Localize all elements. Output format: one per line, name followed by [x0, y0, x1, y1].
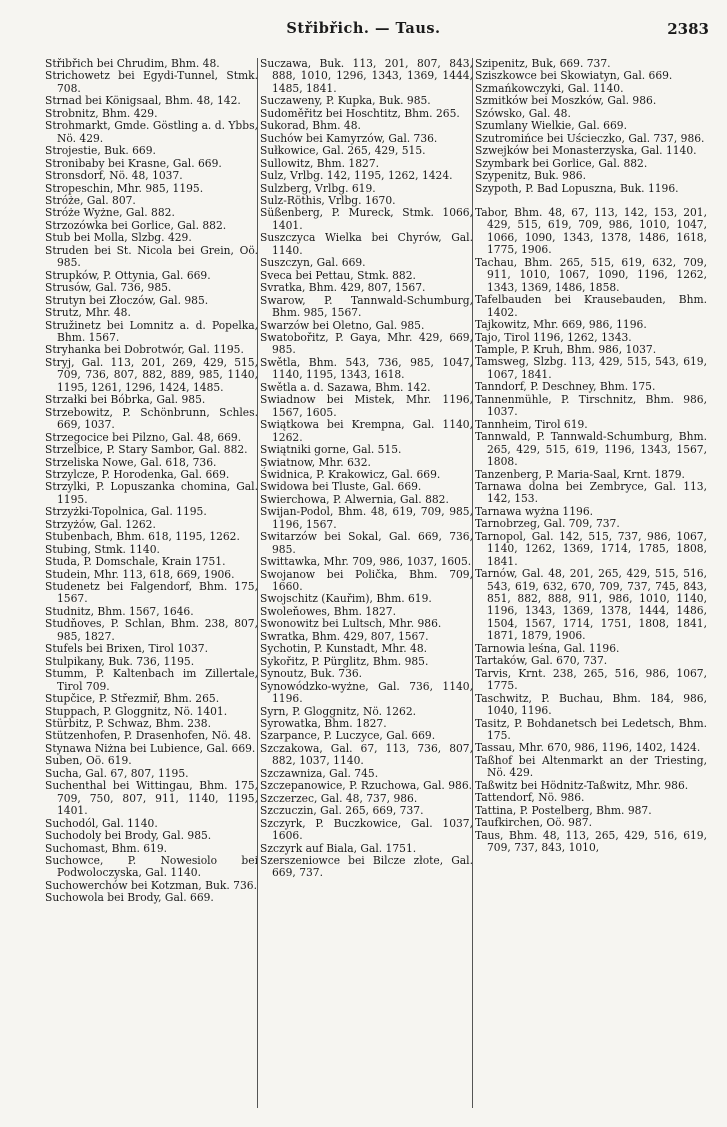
- directory-entry: Tarnawa dolna bei Zembryce, Gal. 113, 142, 153.: [475, 479, 707, 506]
- directory-entry: Tachau, Bhm. 265, 515, 619, 632, 709, 911, 1010, 1067, 1090, 1196, 1262, 1343, 1369, 1486, 1858.: [475, 255, 707, 294]
- directory-entry: Szypenitz, Buk. 986.: [475, 169, 586, 183]
- directory-entry: Tattendorf, Nö. 986.: [475, 791, 585, 805]
- column-2: [260, 58, 473, 1114]
- directory-entry: Tarnawa wyżna 1196.: [475, 504, 594, 518]
- directory-entry: Syrn, P. Gloggnitz, Nö. 1262.: [260, 704, 417, 718]
- directory-entry: Tartaków, Gal. 670, 737.: [475, 654, 608, 668]
- directory-entry: Strichowetz bei Egydi-Tunnel, Stmk. 708.: [45, 69, 258, 95]
- directory-entry: Strojestie, Buk. 669.: [45, 144, 156, 158]
- directory-entry: Szczerzec, Gal. 48, 737, 986.: [260, 791, 418, 805]
- directory-entry: Suchomast, Bhm. 619.: [45, 841, 168, 855]
- directory-entry: Strzylki, P. Lopuszanka chomina, Gal. 1195.: [45, 480, 258, 506]
- directory-entry: Strutz, Mhr. 48.: [45, 306, 131, 320]
- directory-entry: Stynawa Niżna bei Lubience, Gal. 669.: [45, 741, 256, 755]
- column-1: [45, 58, 258, 1114]
- directory-entry: Szczyrk, P. Buczkowice, Gal. 1037, 1606.: [260, 816, 473, 843]
- directory-entry: Tafelbauden bei Krausebauden, Bhm. 1402.: [475, 293, 707, 319]
- directory-entry: Świdnica, P. Krakowicz, Gal. 669.: [260, 467, 441, 481]
- directory-entry: Szmańkowczyki, Gal. 1140.: [475, 81, 624, 95]
- directory-entry: Szypoth, P. Bad Lopuszna, Buk. 1196.: [475, 181, 679, 195]
- directory-entry: Szczuczin, Gal. 265, 669, 737.: [260, 804, 424, 818]
- directory-entry: Suszczyn, Gal. 669.: [260, 256, 366, 270]
- directory-entry: Suchowce, P. Nowesiolo bei Podwoloczyska, Gal. 1140.: [45, 854, 258, 880]
- directory-entry: Swarzów bei Oletno, Gal. 985.: [260, 318, 425, 332]
- directory-entry: Stumm, P. Kaltenbach im Zillertale, Tirol 709.: [45, 667, 258, 693]
- directory-entry: Taschwitz, P. Buchau, Bhm. 184, 986, 1040, 1196.: [475, 691, 707, 718]
- directory-entry: Suchodoly bei Brody, Gal. 985.: [45, 829, 212, 843]
- directory-entry: Studňoves, P. Schlan, Bhm. 238, 807, 985, 1827.: [45, 617, 258, 643]
- directory-entry: Svratka, Bhm. 429, 807, 1567.: [260, 281, 426, 295]
- directory-entry: Studenetz bei Falgendorf, Bhm. 175, 1567.: [45, 580, 258, 606]
- directory-entry: Sulz, Vrlbg. 142, 1195, 1262, 1424.: [260, 169, 453, 183]
- directory-entry: Tattina, P. Postelberg, Bhm. 987.: [475, 803, 652, 817]
- directory-entry: Swiadnow bei Mistek, Mhr. 1196, 1567, 1605.: [260, 393, 473, 419]
- directory-entry: Stützenhofen, P. Drasenhofen, Nö. 48.: [45, 729, 252, 743]
- directory-entry: Stufels bei Brixen, Tirol 1037.: [45, 642, 208, 656]
- directory-entry: Tamsweg, Slzbg. 113, 429, 515, 543, 619, 1067, 1841.: [475, 355, 707, 381]
- column-divider: [257, 58, 258, 1108]
- directory-entry: Tajo, Tirol 1196, 1262, 1343.: [475, 330, 632, 344]
- directory-entry: Swidowa bei Tluste, Gal. 669.: [260, 480, 422, 494]
- directory-entry: Strohmarkt, Gmde. Göstling a. d. Ybbs, Nö. 429.: [45, 119, 258, 145]
- directory-entry: Sychotin, P. Kunstadt, Mhr. 48.: [260, 642, 428, 656]
- directory-entry: Suchodól, Gal. 1140.: [45, 816, 158, 830]
- directory-entry: Suchów bei Kamyrzów, Gal. 736.: [260, 131, 438, 145]
- directory-entry: Szarpance, P. Luczyce, Gal. 669.: [260, 729, 436, 743]
- directory-entry: Suczaweny, P. Kupka, Buk. 985.: [260, 94, 431, 108]
- directory-entry: Tajkowitz, Mhr. 669, 986, 1196.: [475, 318, 647, 332]
- directory-entry: Sziszkowce bei Skowiatyn, Gal. 669.: [475, 69, 673, 83]
- page-number: 2383: [667, 20, 709, 38]
- directory-entry: Szwejków bei Monasterzyska, Gal. 1140.: [475, 144, 697, 158]
- directory-entry: Szmitków bei Moszków, Gal. 986.: [475, 94, 657, 108]
- directory-entry: Strzegocice bei Pilzno, Gal. 48, 669.: [45, 430, 242, 444]
- directory-entry: Swojanow bei Polička, Bhm. 709, 1660.: [260, 567, 473, 594]
- directory-entry: Tample, P. Kruh, Bhm. 986, 1037.: [475, 342, 657, 356]
- directory-entry: Stryj, Gal. 113, 201, 269, 429, 515, 709, 736, 807, 882, 889, 985, 1140, 1195, 1261, 1296, 1424, 1485.: [45, 355, 258, 394]
- directory-entry: Suczawa, Buk. 113, 201, 807, 843, 888, 1010, 1296, 1343, 1369, 1444, 1485, 1841.: [260, 58, 473, 95]
- directory-entry: Strzeliska Nowe, Gal. 618, 736.: [45, 455, 217, 469]
- page-header: [0, 20, 727, 44]
- directory-entry: Sukorad, Bhm. 48.: [260, 119, 361, 133]
- directory-entry: Synowódzko-wyżne, Gal. 736, 1140, 1196.: [260, 679, 473, 706]
- directory-entry: Szczawniza, Gal. 745.: [260, 766, 379, 780]
- directory-entry: Tannheim, Tirol 619.: [475, 417, 588, 431]
- directory-entry: Studein, Mhr. 113, 618, 669, 1906.: [45, 567, 235, 581]
- directory-entry: Szipenitz, Buk, 669. 737.: [475, 58, 611, 70]
- directory-entry: Swonowitz bei Lultsch, Mhr. 986.: [260, 617, 442, 631]
- directory-entry: Tasitz, P. Bohdanetsch bei Ledetsch, Bhm. 175.: [475, 716, 707, 743]
- directory-entry: Swatobořitz, P. Gaya, Mhr. 429, 669, 985.: [260, 330, 473, 357]
- directory-entry: Szczakowa, Gal. 67, 113, 736, 807, 882, 1037, 1140.: [260, 741, 473, 768]
- directory-entry: Synoutz, Buk. 736.: [260, 667, 363, 681]
- directory-entry: Tarnobrzeg, Gal. 709, 737.: [475, 517, 620, 531]
- directory-entry: Stubenbach, Bhm. 618, 1195, 1262.: [45, 530, 240, 544]
- entry-columns: [45, 58, 707, 1114]
- directory-entry: Szczepanowice, P. Rzuchowa, Gal. 986.: [260, 779, 473, 793]
- directory-entry: Szczyrk auf Biala, Gal. 1751.: [260, 841, 417, 855]
- directory-entry: Sykořitz, P. Pürglitz, Bhm. 985.: [260, 654, 429, 668]
- directory-entry: Swiatnow, Mhr. 632.: [260, 455, 371, 469]
- directory-entry: Tarvis, Krnt. 238, 265, 516, 986, 1067, 1775.: [475, 666, 707, 693]
- directory-entry: Swittawka, Mhr. 709, 986, 1037, 1605.: [260, 555, 472, 569]
- directory-entry: Swiątniki gorne, Gal. 515.: [260, 443, 402, 457]
- directory-entry: Tannwald, P. Tannwald-Schumburg, Bhm. 265, 429, 515, 619, 1196, 1343, 1567, 1808.: [475, 430, 707, 469]
- directory-entry: Szutromińce bei Uścieczko, Gal. 737, 986.: [475, 131, 705, 145]
- column-divider: [472, 58, 473, 1108]
- directory-entry: Stryhanka bei Dobrotwór, Gal. 1195.: [45, 343, 244, 357]
- directory-entry: Stronibaby bei Krasne, Gal. 669.: [45, 156, 222, 170]
- directory-entry: Suchowola bei Brody, Gal. 669.: [45, 891, 214, 905]
- directory-entry: Suben, Oö. 619.: [45, 754, 132, 768]
- directory-entry: Sulzberg, Vrlbg. 619.: [260, 181, 376, 195]
- directory-entry: Swětla, Bhm. 543, 736, 985, 1047, 1140, 1195, 1343, 1618.: [260, 355, 473, 382]
- directory-entry: Sułkowice, Gal. 265, 429, 515.: [260, 144, 426, 158]
- directory-entry: Strzylcze, P. Horodenka, Gal. 669.: [45, 467, 230, 481]
- directory-entry: Switarzów bei Sokal, Gal. 669, 736, 985.: [260, 530, 473, 556]
- directory-entry: Taßhof bei Altenmarkt an der Triesting, Nö. 429.: [475, 753, 707, 780]
- directory-entry: Tarnopol, Gal. 142, 515, 737, 986, 1067, 1140, 1262, 1369, 1714, 1785, 1808, 1841.: [475, 529, 707, 568]
- directory-entry: Stulpikany, Buk. 736, 1195.: [45, 654, 195, 668]
- directory-entry: Swojschitz (Kauřim), Bhm. 619.: [260, 592, 432, 606]
- directory-entry: Stub bei Molla, Slzbg. 429.: [45, 231, 192, 245]
- directory-entry: Szumlany Wielkie, Gal. 669.: [475, 119, 627, 133]
- directory-entry: Taufkirchen, Oö. 987.: [475, 816, 592, 830]
- column-3: [475, 58, 707, 1114]
- directory-entry: Strusów, Gal. 736, 985.: [45, 281, 172, 295]
- directory-entry: Tanndorf, P. Deschney, Bhm. 175.: [475, 380, 656, 394]
- directory-entry: Stubing, Stmk. 1140.: [45, 542, 160, 556]
- directory-entry: Strzebowitz, P. Schönbrunn, Schles. 669, 1037.: [45, 405, 258, 432]
- directory-entry: Swierchowa, P. Alwernia, Gal. 882.: [260, 492, 449, 506]
- directory-entry: Strobnitz, Bhm. 429.: [45, 106, 158, 120]
- directory-entry: Stróże Wyżne, Gal. 882.: [45, 206, 175, 220]
- directory-entry: Suchowerchów bei Kotzman, Buk. 736.: [45, 878, 257, 892]
- directory-entry: Swratka, Bhm. 429, 807, 1567.: [260, 629, 429, 643]
- directory-entry: Strzozówka bei Gorlice, Gal. 882.: [45, 218, 227, 232]
- directory-entry: Szówsko, Gal. 48.: [475, 106, 571, 120]
- directory-entry: Sudoměřitz bei Hoschtitz, Bhm. 265.: [260, 106, 460, 120]
- directory-entry: Strnad bei Königsaal, Bhm. 48, 142.: [45, 94, 241, 108]
- directory-entry: Stuppach, P. Gloggnitz, Nö. 1401.: [45, 704, 228, 718]
- directory-entry: Sulz-Röthis, Vrlbg. 1670.: [260, 193, 396, 207]
- directory-entry: Taßwitz bei Hödnitz-Taßwitz, Mhr. 986.: [475, 778, 689, 792]
- directory-entry: Stružinetz bei Lomnitz a. d. Popelka, Bhm. 1567.: [45, 318, 258, 344]
- directory-entry: Stropeschin, Mhr. 985, 1195.: [45, 181, 204, 195]
- directory-entry: Studnitz, Bhm. 1567, 1646.: [45, 604, 194, 618]
- directory-entry: Süßenberg, P. Mureck, Stmk. 1066, 1401.: [260, 206, 473, 232]
- directory-entry: Taus, Bhm. 48, 113, 265, 429, 516, 619, 709, 737, 843, 1010,: [475, 828, 707, 855]
- directory-entry: Sveca bei Pettau, Stmk. 882.: [260, 268, 416, 282]
- directory-entry: Strzałki bei Bóbrka, Gal. 985.: [45, 393, 206, 407]
- directory-entry: Stürbitz, P. Schwaz, Bhm. 238.: [45, 717, 212, 731]
- directory-entry: Swiątkowa bei Krempna, Gal. 1140, 1262.: [260, 418, 473, 444]
- directory-entry: Struden bei St. Nicola bei Grein, Oö. 985.: [45, 243, 258, 270]
- directory-entry: Swijan-Podol, Bhm. 48, 619, 709, 985, 1196, 1567.: [260, 505, 473, 531]
- directory-entry: Sullowitz, Bhm. 1827.: [260, 156, 380, 170]
- directory-entry: Strzyżki-Topolnica, Gal. 1195.: [45, 505, 207, 519]
- directory-entry: Tassau, Mhr. 670, 986, 1196, 1402, 1424.: [475, 741, 701, 755]
- directory-entry: Syrowatka, Bhm. 1827.: [260, 717, 387, 731]
- directory-entry: Střibřich bei Chrudim, Bhm. 48.: [45, 58, 220, 70]
- directory-entry: Tanzenberg, P. Maria-Saal, Krnt. 1879.: [475, 467, 685, 481]
- directory-entry: Tarnów, Gal. 48, 201, 265, 429, 515, 516, 543, 619, 632, 670, 709, 737, 745, 843, 851, 882, 888, 911, 986, 1010, 1140, 1196, 1343, 1369, 1378, 1444, 1486, 1504, 1567, 1714, 1751, 1808, 1841, 1871, 1879, 1906.: [475, 567, 707, 643]
- directory-entry: Strzyżów, Gal. 1262.: [45, 517, 156, 531]
- directory-entry: Stronsdorf, Nö. 48, 1037.: [45, 169, 183, 183]
- directory-entry: Swarow, P. Tannwald-Schumburg, Bhm. 985, 1567.: [260, 293, 473, 320]
- directory-entry: Strzelbice, P. Stary Sambor, Gal. 882.: [45, 443, 248, 457]
- directory-entry: Tannenmühle, P. Tirschnitz, Bhm. 986, 1037.: [475, 392, 707, 419]
- directory-entry: Strutyn bei Złoczów, Gal. 985.: [45, 293, 209, 307]
- directory-entry: Stróże, Gal. 807.: [45, 193, 136, 207]
- directory-entry: Szerszeniowce bei Bilcze złote, Gal. 669, 737.: [260, 854, 473, 880]
- directory-entry: Szymbark bei Gorlice, Gal. 882.: [475, 156, 648, 170]
- directory-entry: Suchenthal bei Wittingau, Bhm. 175, 709, 750, 807, 911, 1140, 1195, 1401.: [45, 779, 258, 818]
- directory-entry: Tabor, Bhm. 48, 67, 113, 142, 153, 201, 429, 515, 619, 709, 986, 1010, 1047, 1066, 1090, 1343, 1378, 1486, 1618, 1775, 1906.: [475, 205, 707, 257]
- directory-entry: Studa, P. Domschale, Krain 1751.: [45, 555, 226, 569]
- directory-entry: Swětla a. d. Sazawa, Bhm. 142.: [260, 380, 431, 394]
- directory-entry: Strupków, P. Ottynia, Gal. 669.: [45, 268, 211, 282]
- directory-entry: Tarnowia leśna, Gal. 1196.: [475, 641, 620, 655]
- page-title: Střibřich. — Taus.: [286, 20, 441, 37]
- directory-entry: Suszczyca Wielka bei Chyrów, Gal. 1140.: [260, 231, 473, 257]
- directory-entry: Sucha, Gal. 67, 807, 1195.: [45, 766, 189, 780]
- directory-entry: Stupčice, P. Střezmiř, Bhm. 265.: [45, 692, 220, 706]
- directory-entry: Swoleňowes, Bhm. 1827.: [260, 604, 396, 618]
